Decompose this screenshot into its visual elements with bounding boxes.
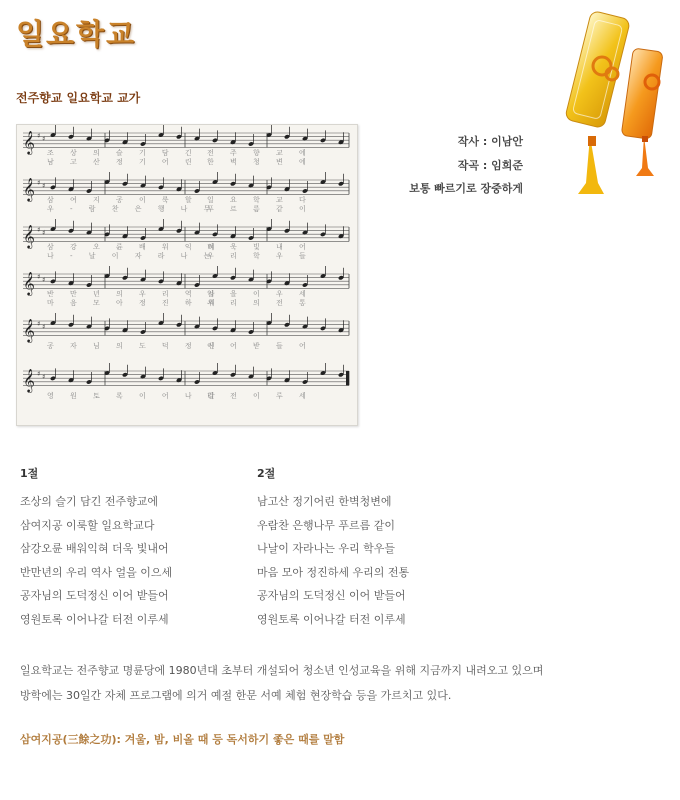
lyric-line: 삼 강 오 륜 배 워 익 혀 (47, 243, 222, 251)
lyricist: 작사 : 이남안 (457, 135, 523, 148)
lyric-line: 일 요 학 교 다 (207, 196, 313, 204)
sheet-music (16, 124, 358, 426)
lyric-line: 남 고 산 정 기 어 린 (47, 158, 199, 166)
credits (409, 130, 523, 201)
lyric-line: 반 만 년 의 우 리 역 사 (47, 290, 222, 298)
lyric-line: 공 자 님 의 도 덕 정 신 (47, 342, 222, 350)
lyric-line: 삼 여 지 공 이 룩 할 (47, 196, 199, 204)
lyric-line: 우 리 의 전 통 (207, 299, 313, 307)
treble-clef-icon: 𝄞 (23, 318, 35, 342)
verse-line: 공자님의 도덕정신 이어 받들어 (20, 589, 169, 602)
svg-text:♯: ♯ (37, 132, 41, 140)
verse-line: 공자님의 도덕정신 이어 받들어 (257, 589, 406, 602)
verse-line: 나날이 자라나는 우리 학우들 (257, 542, 396, 555)
treble-clef-icon: 𝄞 (23, 368, 35, 392)
verse-title: 2절 (257, 467, 276, 480)
composer: 작곡 : 임희준 (457, 158, 523, 172)
description-line: 일요학교는 전주향교 명륜당에 1980년대 초부터 개설되어 청소년 인성교육을 위해 지금까지 내려오고 있으며 (20, 664, 544, 677)
lyric-line: 조 상 의 슬 기 담 긴 (47, 149, 199, 157)
page-title: 일요학교 (16, 17, 137, 51)
treble-clef-icon: 𝄞 (23, 224, 35, 248)
lyric-line: 푸 르 름 같 이 (207, 205, 313, 213)
svg-text:♯: ♯ (37, 370, 41, 378)
verse-2 (257, 465, 409, 631)
lyric-line: 나 - 날 이 자 라 나 는 (47, 252, 218, 260)
lyric-line: 우 리 학 우 들 (207, 252, 313, 260)
verse-line: 삼강오륜 배워익혀 더욱 빛내어 (20, 542, 169, 555)
lyric-line: 우 - 람 찬 은 행 나 무 (47, 205, 218, 213)
norigae-ornament (560, 8, 675, 198)
verse-line: 영원토록 이어나갈 터전 이루세 (257, 612, 406, 626)
verse-line: 삼여지공 이룩할 일요학교다 (20, 518, 155, 532)
lyric-line: 이 어 받 들 어 (207, 342, 313, 350)
svg-text:♯: ♯ (42, 373, 46, 381)
lyric-line: 영 원 토 록 이 어 나 갈 (47, 392, 222, 400)
svg-text:♯: ♯ (42, 182, 46, 190)
svg-text:♯: ♯ (42, 323, 46, 331)
verse-line: 영원토록 이어나갈 터전 이루세 (20, 612, 169, 626)
verse-line: 우람찬 은행나무 푸르름 같이 (257, 518, 396, 532)
lyric-line: 마 음 모 아 정 진 하 세 (47, 299, 222, 307)
svg-text:♯: ♯ (37, 179, 41, 187)
verse-line: 조상의 슬기 담긴 전주향교에 (20, 495, 159, 508)
svg-text:♯: ♯ (42, 229, 46, 237)
tempo: 보통 빠르기로 장중하게 (409, 182, 523, 195)
description-line: 방학에는 30일간 자체 프로그램에 의거 예절 한문 서예 체험 현장학습 등을 가르치고 있다. (20, 689, 452, 702)
verse-line: 남고산 정기어린 한벽청변에 (257, 495, 392, 508)
svg-text:♯: ♯ (37, 273, 41, 281)
svg-text:♯: ♯ (42, 276, 46, 284)
svg-text:♯: ♯ (37, 320, 41, 328)
staff (23, 313, 349, 343)
verse-line: 반만년의 우리 역사 얼을 이으세 (20, 565, 173, 579)
lyric-line: 전 주 향 교 에 (207, 149, 313, 157)
svg-text:♯: ♯ (42, 135, 46, 143)
lyric-line: 터 전 이 루 세 (207, 392, 313, 400)
lyric-line: 더 욱 빛 내 어 (207, 243, 313, 251)
verse-1 (20, 465, 172, 631)
svg-text:♯: ♯ (37, 226, 41, 234)
staff (23, 363, 349, 393)
lyric-line: 한 벽 청 변 에 (207, 158, 313, 166)
footnote: 삼여지공(三餘之功): 겨울, 밤, 비올 때 등 독서하기 좋은 때를 말함 (20, 733, 345, 746)
song-subtitle: 전주향교 일요학교 교가 (16, 91, 141, 105)
lyric-line: 얼 을 이 우 세 (207, 290, 313, 298)
verse-title: 1절 (20, 467, 39, 480)
treble-clef-icon: 𝄞 (23, 130, 35, 154)
sheet-music-score (17, 125, 357, 425)
treble-clef-icon: 𝄞 (23, 271, 35, 295)
verse-line: 마음 모아 정진하세 우리의 전통 (257, 565, 410, 579)
description (20, 658, 660, 708)
treble-clef-icon: 𝄞 (23, 177, 35, 201)
